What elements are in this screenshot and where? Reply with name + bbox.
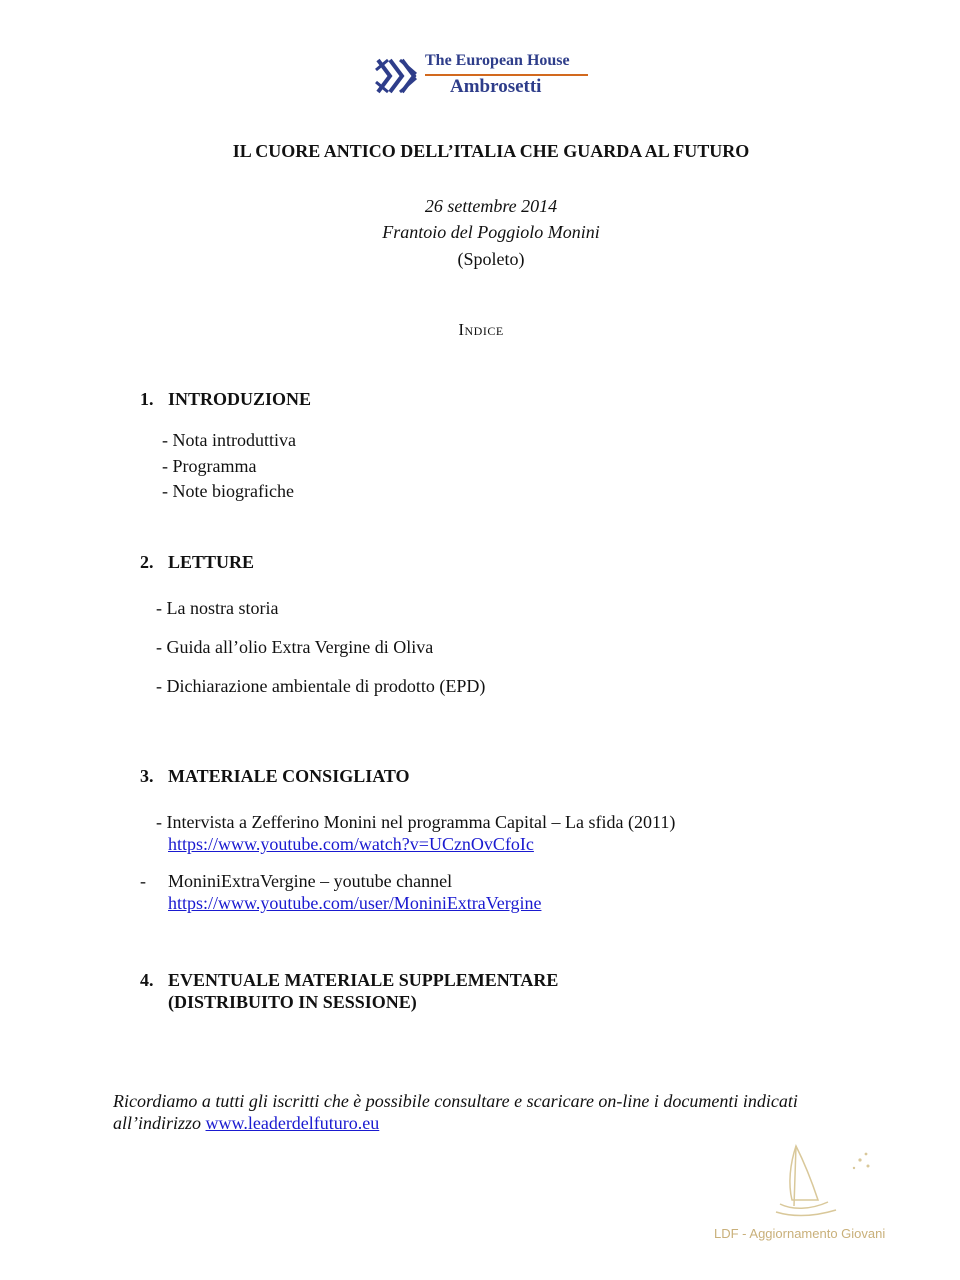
youtube-video-link[interactable]: https://www.youtube.com/watch?v=UCznOvCfoIc bbox=[168, 834, 534, 854]
section-title: EVENTUALE MATERIALE SUPPLEMENTARE bbox=[168, 970, 559, 990]
section-title: INTRODUZIONE bbox=[168, 389, 312, 409]
youtube-channel-link[interactable]: https://www.youtube.com/user/MoniniExtraVergine bbox=[168, 893, 542, 913]
list-item: - Intervista a Zefferino Monini nel programma Capital – La sfida (2011) bbox=[156, 812, 676, 832]
index-heading: Indice bbox=[458, 320, 504, 339]
logo-text-line1: The European House bbox=[425, 52, 570, 69]
section-title: LETTURE bbox=[168, 552, 255, 572]
section-heading-4 bbox=[140, 970, 558, 991]
sailboat-icon bbox=[750, 1140, 920, 1224]
section-number: 3. bbox=[140, 766, 154, 786]
company-logo bbox=[372, 52, 602, 102]
section-heading-3 bbox=[140, 766, 410, 787]
watermark-text: LDF - Aggiornamento Giovani bbox=[714, 1226, 886, 1241]
list-item: - Note biografiche bbox=[162, 481, 294, 501]
list-item: - Dichiarazione ambientale di prodotto (EPD) bbox=[156, 676, 486, 696]
event-city: (Spoleto) bbox=[457, 249, 525, 269]
ambrosetti-logo-icon bbox=[372, 56, 420, 96]
section-heading-1 bbox=[140, 389, 311, 410]
list-item: - Nota introduttiva bbox=[162, 430, 296, 450]
section-number: 1. bbox=[140, 389, 154, 409]
footer-note bbox=[113, 1090, 853, 1134]
list-bullet: - bbox=[140, 871, 146, 891]
section-heading-2 bbox=[140, 552, 254, 573]
list-item: - Guida all’olio Extra Vergine di Oliva bbox=[156, 637, 434, 657]
section-subtitle: (DISTRIBUITO IN SESSIONE) bbox=[168, 992, 417, 1012]
list-item: - Programma bbox=[162, 456, 257, 476]
document-title: IL CUORE ANTICO DELL’ITALIA CHE GUARDA AL FUTURO bbox=[232, 141, 750, 161]
section-number: 4. bbox=[140, 970, 154, 990]
event-venue: Frantoio del Poggiolo Monini bbox=[382, 222, 600, 242]
section-number: 2. bbox=[140, 552, 154, 572]
section-title: MATERIALE CONSIGLIATO bbox=[168, 766, 410, 786]
event-date: 26 settembre 2014 bbox=[424, 196, 558, 216]
watermark bbox=[710, 1140, 910, 1250]
list-item: MoniniExtraVergine – youtube channel bbox=[168, 871, 453, 891]
website-link[interactable]: www.leaderdelfuturo.eu bbox=[205, 1113, 380, 1133]
list-item: - La nostra storia bbox=[156, 598, 279, 618]
logo-text-line2: Ambrosetti bbox=[450, 76, 542, 97]
footer-note-text: Ricordiamo a tutti gli iscritti che è possibile consultare e scaricare on-line i documenti indicati all’indirizzo bbox=[113, 1091, 798, 1133]
